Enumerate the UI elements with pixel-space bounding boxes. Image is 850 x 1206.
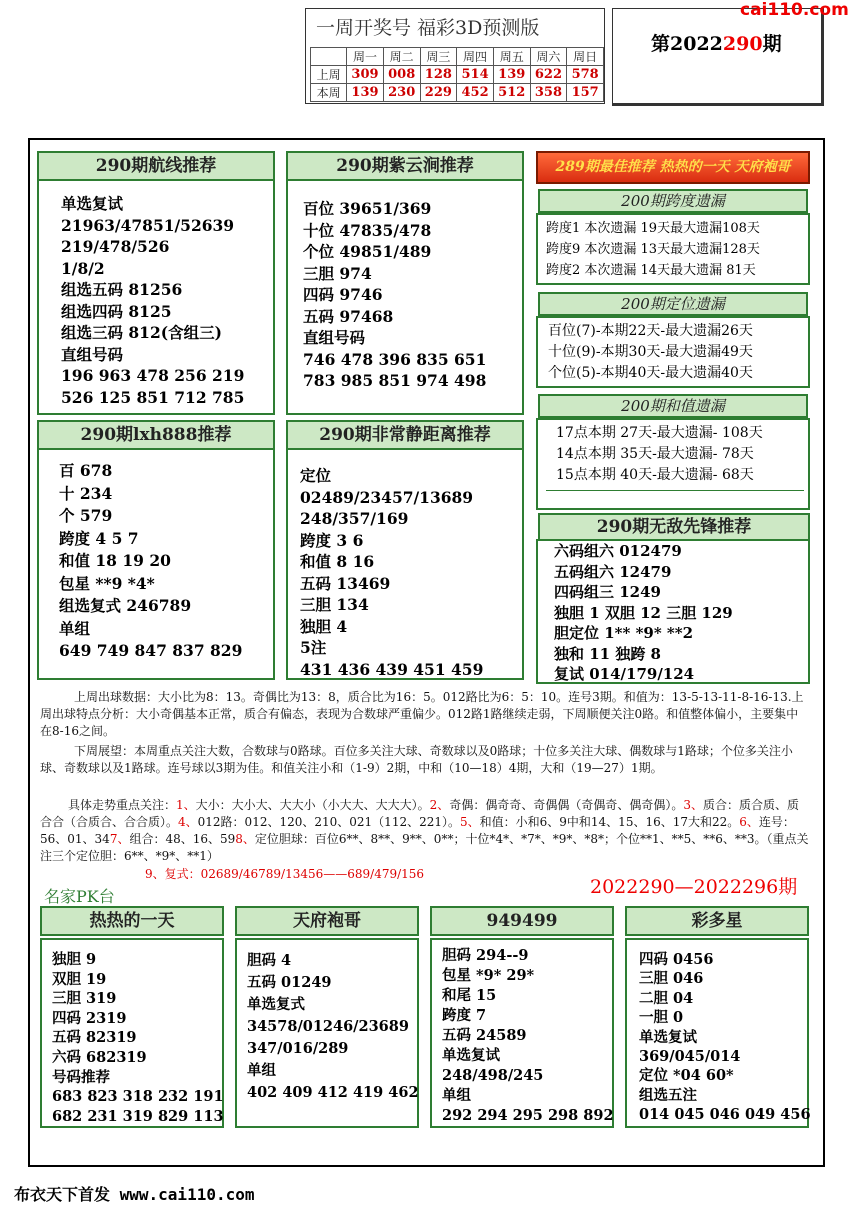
day-header: 周四 bbox=[457, 48, 494, 66]
list-item: 三胆 974 bbox=[303, 263, 372, 283]
draw-value: 157 bbox=[567, 84, 604, 102]
list-item: 双胆 19 bbox=[52, 970, 107, 988]
list-item: 单选复试 bbox=[442, 1047, 500, 1064]
draw-value: 008 bbox=[383, 66, 420, 84]
kuadu-panel bbox=[536, 213, 810, 285]
list-item: 个位(5)-本期40天-最大遗漏40天 bbox=[548, 365, 753, 381]
lxh-title: 290期lxh888推荐 bbox=[37, 420, 275, 450]
ziyun-lines bbox=[303, 199, 486, 393]
list-item: 组选五码 81256 bbox=[61, 280, 183, 299]
hangxian-lines bbox=[61, 193, 244, 408]
list-item: 定位 bbox=[300, 466, 332, 485]
list-item: 和值 18 19 20 bbox=[59, 551, 171, 570]
kuadu-lines bbox=[546, 218, 760, 281]
weekly-draw-title: 一周开奖号 福彩3D预测版 bbox=[316, 17, 540, 39]
caiduo-title: 彩多星 bbox=[625, 906, 809, 936]
list-item: 347/016/289 bbox=[247, 1040, 349, 1057]
list-item: 百位(7)-本期22天-最大遗漏26天 bbox=[548, 323, 753, 339]
list-item: 包星 **9 *4* bbox=[59, 573, 155, 593]
best-recommend-banner: 289期最佳推荐 热热的一天 天府袍哥 bbox=[536, 151, 810, 184]
feichang-lines bbox=[300, 465, 483, 680]
list-item: 独和 11 独跨 8 bbox=[554, 644, 661, 663]
list-item: 526 125 851 712 785 bbox=[61, 387, 245, 407]
list-item: 五码 01249 bbox=[247, 974, 332, 991]
day-header: 周三 bbox=[420, 48, 457, 66]
list-item: 14点本期 35天-最大遗漏- 78天 bbox=[556, 446, 754, 462]
list-item: 个 579 bbox=[59, 506, 113, 525]
list-item: 四码 2319 bbox=[52, 1009, 127, 1027]
list-item: 四码 0456 bbox=[639, 951, 714, 968]
list-item: 四码组三 1249 bbox=[554, 583, 661, 601]
draw-value: 514 bbox=[457, 66, 494, 84]
list-item: 02489/23457/13689 bbox=[300, 487, 474, 507]
draw-value: 309 bbox=[347, 66, 384, 84]
list-item: 跨度2 本次遗漏 14天最大遗漏 81天 bbox=[546, 263, 756, 278]
list-item: 单组 bbox=[247, 1062, 276, 1079]
list-item: 跨度 7 bbox=[442, 1007, 487, 1024]
analysis-compound: 9、复式：02689/46789/13456——689/479/156 bbox=[145, 867, 425, 881]
draw-value: 358 bbox=[530, 84, 567, 102]
analysis-last-week: 上周出球数据：大小比为8：13。奇偶比为13：8，质合比为16：5。012路比为6：5：10。连号3期。和值为：13-5-13-11-8-16-13.上周出球特点分析：大小奇偶基本正常，质合有偏态，表现为合数球严重偏少。012路1路继续走弱，下周顺便关注0路。和值整体偏小，主要集中在8-16之间。 bbox=[40, 690, 804, 738]
kuadu-title: 200期跨度遗漏 bbox=[538, 189, 808, 213]
weekly-draw-panel bbox=[305, 8, 605, 104]
list-item: 单选复式 bbox=[247, 996, 305, 1013]
list-item: 十位(9)-本期30天-最大遗漏49天 bbox=[548, 344, 753, 360]
analysis-trend-focus: 具体走势重点关注：1、大小：大小大、大大小（小大大、大大大）。2、奇偶：偶奇奇、奇偶偶（奇偶奇、偶奇偶）。3、质合：质合质、质合合（合质合、合合质）。4、012路：012、120、210、021（112、221）。5、和值：小和6、9中和14、15、16、17大和22。6、连号：56、01、347、组合：48、16、598、定位胆球：百位6**、8**、9**、0**；十位*4*、*7*、*9*、*8*；个位**1、**5、**6、**3。（重点关注三个定位胆：6**、*9*、**1） bbox=[40, 798, 809, 863]
draw-value: 578 bbox=[567, 66, 604, 84]
list-item: 跨度 3 6 bbox=[300, 530, 364, 550]
ziyun-title: 290期紫云涧推荐 bbox=[286, 151, 524, 181]
list-item: 单选复试 bbox=[639, 1028, 697, 1046]
list-item: 三胆 134 bbox=[300, 595, 369, 614]
list-item: 单组 bbox=[442, 1087, 471, 1104]
day-header: 周一 bbox=[347, 48, 384, 66]
list-item: 248/357/169 bbox=[300, 509, 409, 528]
list-item: 六码组六 012479 bbox=[554, 542, 682, 560]
dingwei-title: 200期定位遗漏 bbox=[538, 292, 808, 316]
draw-value: 512 bbox=[493, 84, 530, 102]
list-item: 196 963 478 256 219 bbox=[61, 366, 245, 385]
draw-value: 139 bbox=[493, 66, 530, 84]
list-item: 组选三码 812(含组三) bbox=[61, 323, 222, 342]
pk-title: 名家PK台 bbox=[44, 887, 115, 906]
list-item: 014 045 046 049 456 bbox=[639, 1106, 811, 1124]
row-label: 本周 bbox=[311, 84, 347, 102]
list-item: 五码组六 12479 bbox=[554, 562, 672, 581]
draw-value: 139 bbox=[347, 84, 384, 102]
wudi-lines bbox=[554, 541, 733, 685]
feichang-panel bbox=[286, 448, 524, 680]
list-item: 二胆 04 bbox=[639, 989, 694, 1007]
list-item: 组选复式 246789 bbox=[59, 596, 192, 615]
rere-panel bbox=[40, 938, 224, 1128]
list-item: 一胆 0 bbox=[639, 1009, 684, 1027]
list-item: 百 678 bbox=[59, 461, 113, 480]
list-item: 个位 49851/489 bbox=[303, 242, 432, 261]
draw-value: 128 bbox=[420, 66, 457, 84]
list-item: 和尾 15 bbox=[442, 987, 497, 1004]
list-item: 369/045/014 bbox=[639, 1047, 741, 1065]
list-item: 跨度 4 5 7 bbox=[59, 528, 139, 548]
list-item: 百位 39651/369 bbox=[303, 199, 432, 218]
list-item: 四码 9746 bbox=[303, 285, 383, 304]
draw-value: 622 bbox=[530, 66, 567, 84]
rere-lines bbox=[52, 950, 224, 1126]
period-range: 2022290—2022296期 bbox=[590, 876, 798, 898]
list-item: 五码 24589 bbox=[442, 1027, 527, 1044]
caiduo-panel bbox=[625, 938, 809, 1128]
list-item: 号码推荐 bbox=[52, 1068, 110, 1086]
list-item: 746 478 396 835 651 bbox=[303, 349, 487, 369]
table-row bbox=[311, 66, 604, 84]
list-item: 34578/01246/23689 bbox=[247, 1018, 409, 1035]
list-item: 直组号码 bbox=[61, 344, 124, 364]
lxh-lines bbox=[59, 460, 242, 663]
list-item: 五码 97468 bbox=[303, 306, 394, 326]
day-header: 周二 bbox=[383, 48, 420, 66]
list-item: 和值 8 16 bbox=[300, 552, 375, 571]
site-logo[interactable]: cai110.com bbox=[740, 0, 849, 20]
list-item: 胆定位 1** *9* **2 bbox=[554, 624, 694, 642]
tianfu-title: 天府袍哥 bbox=[235, 906, 419, 936]
table-row bbox=[311, 48, 604, 66]
list-item: 五码 82319 bbox=[52, 1029, 137, 1047]
list-item: 5注 bbox=[300, 638, 327, 657]
hangxian-title: 290期航线推荐 bbox=[37, 151, 275, 181]
list-item: 定位 *04 60* bbox=[639, 1067, 734, 1085]
table-row bbox=[311, 84, 604, 102]
list-item: 五码 13469 bbox=[300, 573, 391, 593]
period-number: 第2022290期 bbox=[651, 33, 782, 55]
draw-value: 229 bbox=[420, 84, 457, 102]
list-item: 402 409 412 419 462 bbox=[247, 1084, 419, 1101]
ziyun-panel bbox=[286, 179, 524, 415]
day-header: 周日 bbox=[567, 48, 604, 66]
list-item: 219/478/526 bbox=[61, 237, 170, 256]
footer-source: 布衣天下首发 www.cai110.com bbox=[14, 1185, 255, 1204]
list-item: 15点本期 40天-最大遗漏- 68天 bbox=[556, 467, 754, 483]
list-item: 复试 014/179/124 bbox=[554, 665, 695, 683]
list-item: 三胆 046 bbox=[639, 970, 704, 988]
list-item: 跨度9 本次遗漏 13天最大遗漏128天 bbox=[546, 242, 760, 257]
list-item: 十 234 bbox=[59, 483, 113, 503]
list-item: 独胆 1 双胆 12 三胆 129 bbox=[554, 603, 733, 622]
list-item: 683 823 318 232 191 bbox=[52, 1088, 224, 1106]
list-item: 431 436 439 451 459 bbox=[300, 659, 484, 679]
wudi-title: 290期无敌先锋推荐 bbox=[538, 513, 810, 541]
hezhi-title: 200期和值遗漏 bbox=[538, 394, 808, 418]
period-panel bbox=[612, 8, 824, 106]
hezhi-lines bbox=[556, 422, 763, 485]
list-item: 独胆 9 bbox=[52, 951, 97, 968]
list-item: 682 231 319 829 113 bbox=[52, 1107, 224, 1125]
hezhi-panel bbox=[536, 418, 810, 510]
day-header: 周五 bbox=[493, 48, 530, 66]
n949-panel bbox=[430, 938, 614, 1128]
list-item: 单选复试 bbox=[61, 194, 124, 213]
weekly-draw-table bbox=[310, 47, 604, 102]
list-item: 胆码 4 bbox=[247, 952, 292, 969]
day-header: 周六 bbox=[530, 48, 567, 66]
divider bbox=[546, 490, 804, 491]
list-item: 组选四码 8125 bbox=[61, 301, 172, 321]
list-item: 783 985 851 974 498 bbox=[303, 371, 487, 390]
list-item: 包星 *9* 29* bbox=[442, 967, 535, 984]
list-item: 独胆 4 bbox=[300, 616, 348, 636]
list-item: 组选五注 bbox=[639, 1086, 697, 1104]
list-item: 649 749 847 837 829 bbox=[59, 641, 243, 660]
rere-title: 热热的一天 bbox=[40, 906, 224, 936]
list-item: 跨度1 本次遗漏 19天最大遗漏108天 bbox=[546, 221, 760, 236]
list-item: 17点本期 27天-最大遗漏- 108天 bbox=[556, 425, 763, 441]
wudi-panel bbox=[536, 539, 810, 684]
list-item: 单组 bbox=[59, 618, 91, 638]
tianfu-panel bbox=[235, 938, 419, 1128]
list-item: 292 294 295 298 892 bbox=[442, 1107, 614, 1124]
row-label: 上周 bbox=[311, 66, 347, 84]
draw-value: 230 bbox=[383, 84, 420, 102]
dingwei-lines bbox=[548, 321, 753, 384]
n949-lines bbox=[442, 946, 614, 1126]
list-item: 三胆 319 bbox=[52, 990, 117, 1008]
list-item: 248/498/245 bbox=[442, 1067, 544, 1084]
list-item: 1/8/2 bbox=[61, 258, 105, 278]
list-item: 六码 682319 bbox=[52, 1048, 147, 1066]
list-item: 胆码 294--9 bbox=[442, 947, 529, 964]
list-item: 十位 47835/478 bbox=[303, 220, 432, 240]
dingwei-panel bbox=[536, 316, 810, 388]
list-item: 21963/47851/52639 bbox=[61, 215, 235, 235]
analysis-next-week: 下周展望：本周重点关注大数，合数球与0路球。百位多关注大球、奇数球以及0路球；十位多关注大球、偶数球与1路球；个位多关注小球、奇数球以及1路球。连号球以3期为佳。和值关注小和（1-9）2期，中和（10—18）4期，大和（19—27）1期。 bbox=[40, 744, 793, 775]
draw-value: 452 bbox=[457, 84, 494, 102]
n949-title: 949499 bbox=[430, 906, 614, 936]
hangxian-panel bbox=[37, 179, 275, 415]
lxh-panel bbox=[37, 448, 275, 680]
tianfu-lines bbox=[247, 950, 419, 1104]
list-item: 直组号码 bbox=[303, 328, 366, 347]
caiduo-lines bbox=[639, 950, 811, 1125]
feichang-title: 290期非常静距离推荐 bbox=[286, 420, 524, 450]
